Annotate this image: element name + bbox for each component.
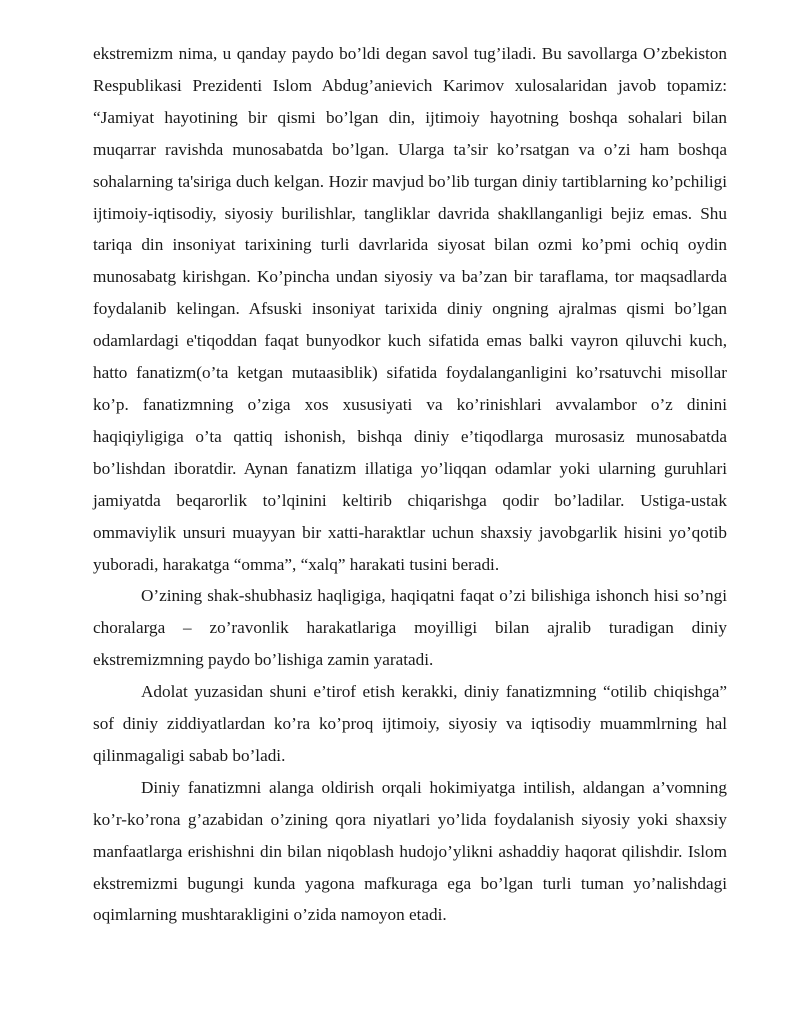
paragraph-4: Diniy fanatizmni alanga oldirish orqali hokimiyatga intilish, aldangan a’vomning ko’r-ko’rona g’azabidan o’zining qora niyatlari yo’lida foydalanish siyosiy yoki shaxsiy manfaatlarga erishishni din bilan niqoblash hudojo’ylikni ashaddiy haqorat qilishdir. Islom ekstremizmi bugungi kunda yagona mafkuraga ega bo’lgan turli tuman yo’nalishdagi oqimlarning mushtarakligini o’zida namoyon etadi. [93,777,727,925]
document-page [93,38,727,931]
paragraph-3: Adolat yuzasidan shuni e’tirof etish kerakki, diniy fanatizmning “otilib chiqishga” sof diniy ziddiyatlardan ko’ra ko’proq ijtimoiy, siyosiy va iqtisodiy muammlrning hal qilinmagaligi sabab bo’ladi. [93,682,727,765]
paragraph-2: O’zining shak-shubhasiz haqligiga, haqiqatni faqat o’zi bilishiga ishonch hisi so’ngi choralarga – zo’ravonlik harakatlariga moyilligi bilan ajralib turadigan diniy ekstremizmning paydo bo’lishiga zamin yaratadi. [93,586,727,670]
paragraph-1: ekstremizm nima, u qanday paydo bo’ldi degan savol tug’iladi. Bu savollarga O’zbekiston Respublikasi Prezidenti Islom Abdug’anievich Karimov xulosalaridan javob topamiz: “Jamiyat hayotining bir qismi bo’lgan din, ijtimoiy hayotning boshqa sohalari bilan muqarrar ravishda munosabatda bo’lgan. Ularga ta’sir ko’rsatgan va o’zi ham boshqa sohalarning ta'siriga duch kelgan. Hozir mavjud bo’lib turgan diniy tartiblarning ko’pchiligi ijtimoiy-iqtisodiy, siyosiy burilishlar, tangliklar davrida shakllanganligi bejiz emas. Shu tariqa din insoniyat tarixining turli davrlarida siyosat bilan ozmi ko’pmi ochiq oydin munosabatg kirishgan. Ko’pincha undan siyosiy va ba’zan bir taraflama, tor maqsadlarda foydalanib kelingan. Afsuski insoniyat tarixida diniy ongning ajralmas qismi bo’lgan odamlardagi e'tiqoddan faqat bunyodkor kuch sifatida emas balki vayron qiluvchi kuch, hatto fanatizm(o’ta ketgan mutaasiblik) sifatida foydalanganligini ko’rsatuvchi misollar ko’p. fanatizmning o’ziga xos xususiyati va ko’rinishlari avvalambor o’z dinini haqiqiyligiga o’ta qattiq ishonish, bishqa diniy e’tiqodlarga murosasiz munosabatda bo’lishdan iboratdir. Aynan fanatizm illatiga yo’liqqan odamlar yoki ularning guruhlari jamiyatda beqarorlik to’lqinini keltirib chiqarishga qodir bo’ladilar. Ustiga-ustak ommaviylik unsuri muayyan bir xatti-haraktlar uchun shaxsiy javobgarlik hisini yo’qotib yuboradi, harakatga “omma”, “xalq” harakati tusini beradi. [93,44,727,574]
